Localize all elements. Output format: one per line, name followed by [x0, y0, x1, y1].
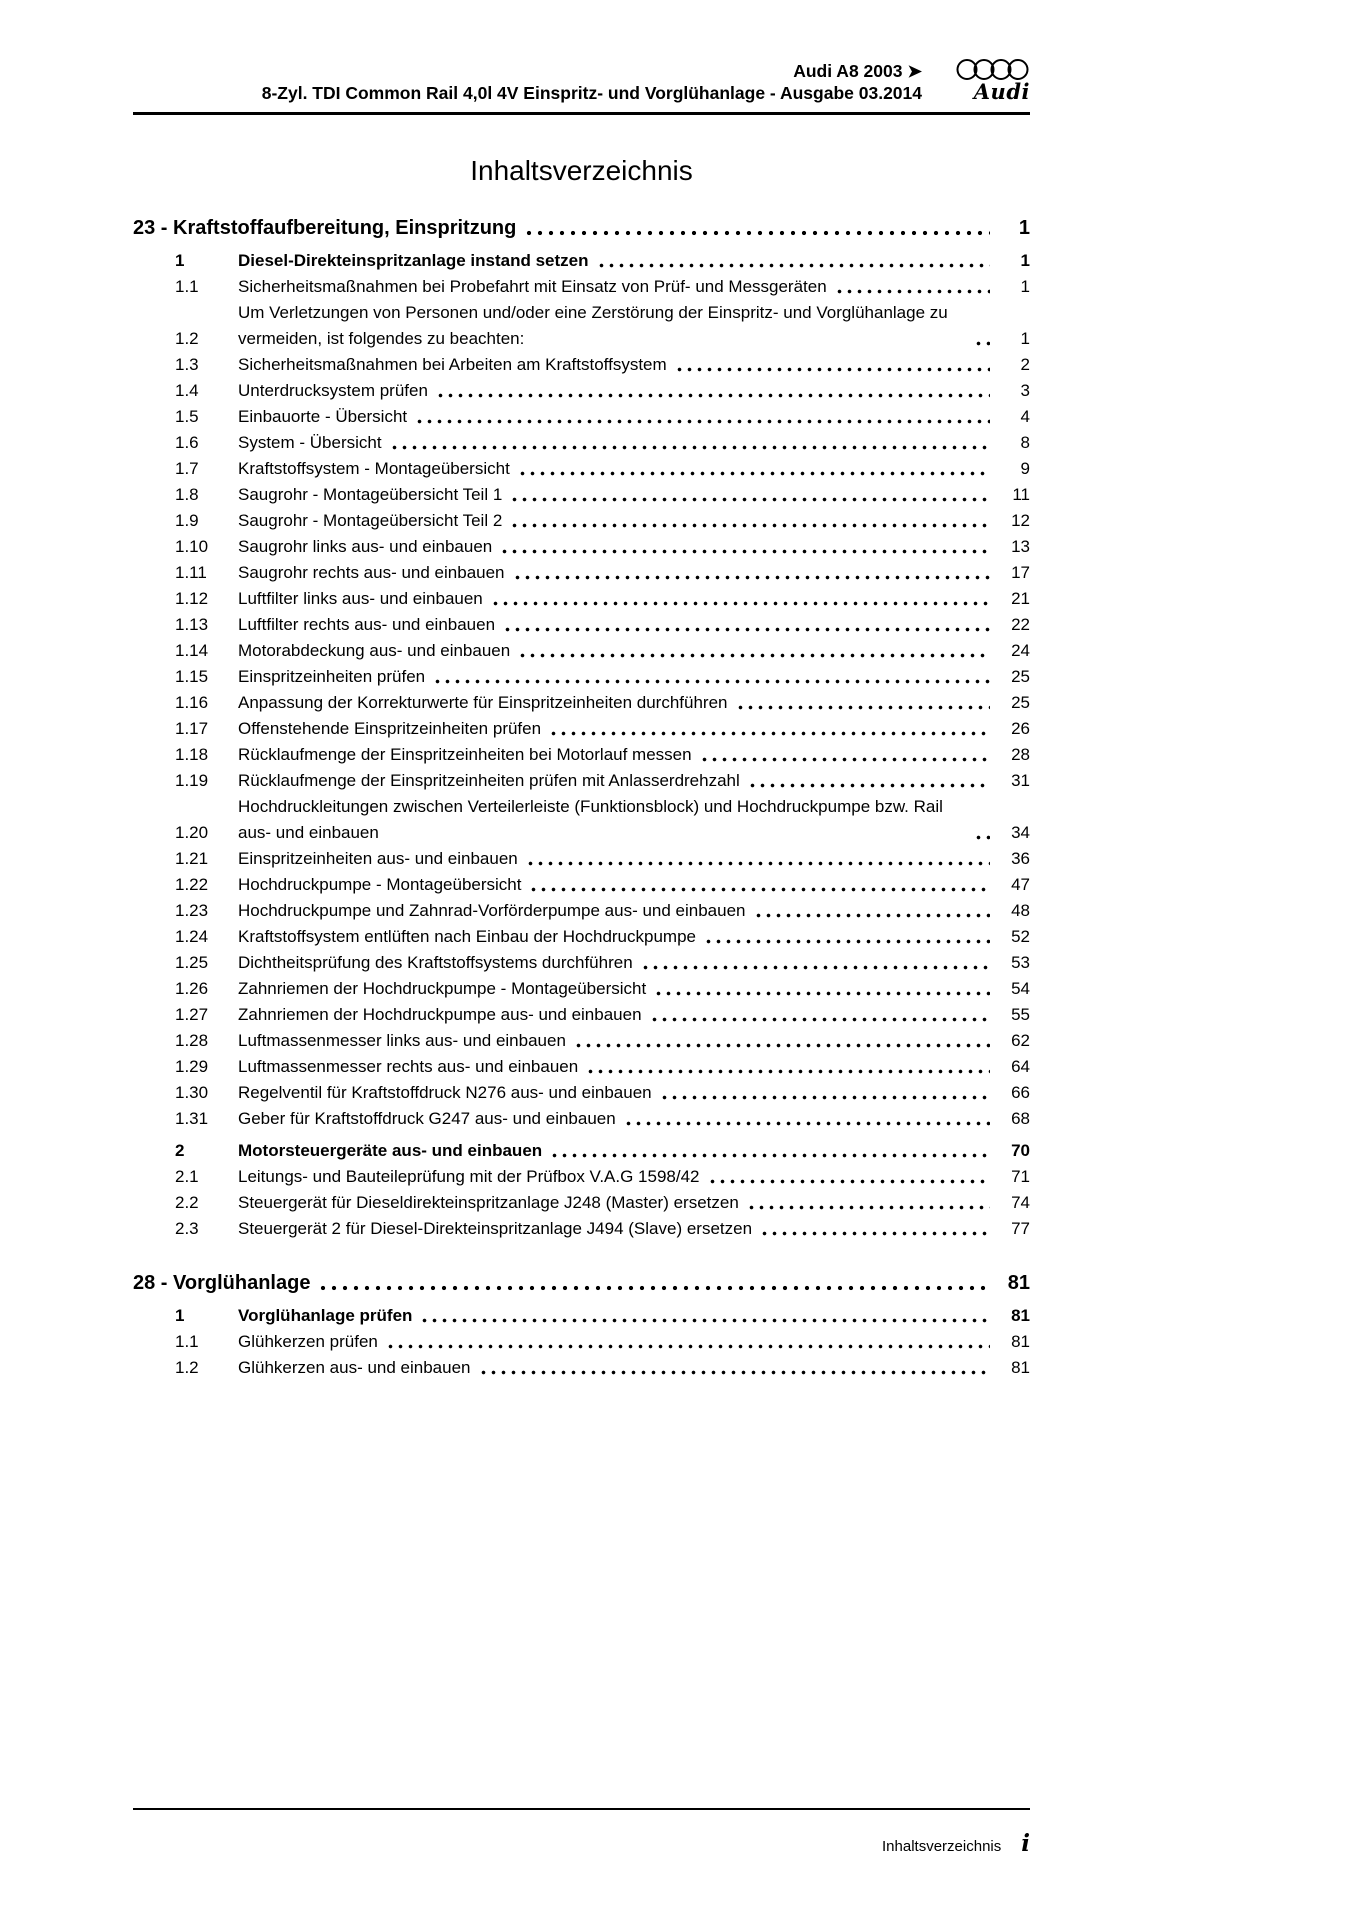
toc-entry: [133, 1216, 1030, 1242]
entry-number: 1.26: [175, 979, 209, 998]
toc-entry: [133, 1106, 1030, 1132]
header-model-line: Audi A8 2003 ➤: [793, 61, 922, 81]
toc-entry: [133, 612, 1030, 638]
section-page-number: 81: [1007, 1272, 1030, 1294]
entry-number: 1.2: [175, 1358, 199, 1377]
toc-entry: [133, 742, 1030, 768]
dot-leader: [438, 393, 990, 398]
toc-entry: [133, 248, 1030, 274]
dot-leader: [762, 1231, 990, 1236]
entry-page-number: 21: [1011, 589, 1030, 608]
dot-leader: [526, 230, 990, 236]
entry-page-number: 52: [1011, 927, 1030, 946]
toc-entry: [133, 1002, 1030, 1028]
dot-leader: [643, 965, 990, 970]
entry-title: Glühkerzen aus- und einbauen: [238, 1358, 471, 1377]
entry-page-number: 74: [1011, 1193, 1030, 1212]
entry-number: 1.12: [175, 589, 209, 608]
toc-entry: [133, 1329, 1030, 1355]
entry-title: Hochdruckleitungen zwischen Verteilerleiste (Funktionsblock) und Hochdruckpumpe bzw. Rail aus- und einbauen: [238, 797, 943, 842]
entry-page-number: 25: [1011, 693, 1030, 712]
dot-leader: [520, 653, 990, 658]
entry-page-number: 64: [1011, 1057, 1030, 1076]
entry-page-number: 24: [1011, 641, 1030, 660]
toc-entry: [133, 846, 1030, 872]
entry-page-number: 81: [1011, 1306, 1030, 1325]
entry-page-number: 81: [1011, 1358, 1030, 1377]
toc-entry: [133, 1190, 1030, 1216]
entry-title: Kraftstoffsystem entlüften nach Einbau der Hochdruckpumpe: [238, 927, 696, 946]
entry-title: Motorabdeckung aus- und einbauen: [238, 641, 511, 660]
entry-title: Unterdrucksystem prüfen: [238, 381, 428, 400]
dot-leader: [702, 757, 990, 762]
entry-title: Offenstehende Einspritzeinheiten prüfen: [238, 719, 542, 738]
entry-page-number: 68: [1011, 1109, 1030, 1128]
entry-page-number: 26: [1011, 719, 1030, 738]
entry-number: 1.5: [175, 407, 199, 426]
entry-number: 2.3: [175, 1219, 199, 1238]
entry-number: 1.24: [175, 927, 209, 946]
entry-number: 1.25: [175, 953, 209, 972]
entry-page-number: 1: [1020, 277, 1030, 296]
dot-leader: [552, 1153, 990, 1158]
dot-leader: [481, 1370, 991, 1375]
dot-leader: [626, 1121, 990, 1126]
entry-number: 1.17: [175, 719, 209, 738]
dot-leader: [531, 887, 990, 892]
toc-entry: [133, 352, 1030, 378]
entry-page-number: 36: [1011, 849, 1030, 868]
entry-title: Glühkerzen prüfen: [238, 1332, 378, 1351]
entry-title: Rücklaufmenge der Einspritzeinheiten bei Motorlauf messen: [238, 745, 692, 764]
entry-page-number: 3: [1020, 381, 1030, 400]
entry-number: 1.1: [175, 277, 199, 296]
toc-entry: [133, 482, 1030, 508]
entry-number: 1.20: [175, 823, 209, 842]
dot-leader: [422, 1318, 990, 1323]
dot-leader: [435, 679, 990, 684]
entry-page-number: 34: [1011, 823, 1030, 842]
header-text: [262, 58, 922, 104]
header-subtitle: 8-Zyl. TDI Common Rail 4,0l 4V Einspritz- und Vorglühanlage - Ausgabe 03.2014: [261, 83, 922, 103]
entry-number: 2: [175, 1141, 185, 1160]
entry-page-number: 66: [1011, 1083, 1030, 1102]
entry-page-number: 9: [1020, 459, 1030, 478]
entry-page-number: 25: [1011, 667, 1030, 686]
dot-leader: [706, 939, 990, 944]
entry-page-number: 53: [1011, 953, 1030, 972]
footer: [133, 1808, 1030, 1857]
dot-leader: [662, 1095, 990, 1100]
toc-entry: [133, 1303, 1030, 1329]
entry-title: Hochdruckpumpe - Montageübersicht: [238, 875, 522, 894]
toc-entry: [133, 716, 1030, 742]
toc: [133, 215, 1030, 1381]
entry-number: 1.1: [175, 1332, 199, 1351]
toc-entry: [133, 508, 1030, 534]
entry-page-number: 13: [1011, 537, 1030, 556]
entry-title: System - Übersicht: [238, 433, 382, 452]
entry-page-number: 62: [1011, 1031, 1030, 1050]
entry-page-number: 48: [1011, 901, 1030, 920]
entry-number: 1.27: [175, 1005, 209, 1024]
entry-title: Luftmassenmesser rechts aus- und einbauen: [238, 1057, 579, 1076]
entry-page-number: 1: [1020, 329, 1030, 348]
entry-title: Um Verletzungen von Personen und/oder eine Zerstörung der Einspritz- und Vorglühanlage zu vermeiden, ist folgendes zu beachten:: [238, 303, 948, 348]
entry-number: 1.6: [175, 433, 199, 452]
entry-page-number: 17: [1011, 563, 1030, 582]
entry-title: Leitungs- und Bauteileprüfung mit der Prüfbox V.A.G 1598/42: [238, 1167, 700, 1186]
dot-leader: [388, 1344, 990, 1349]
entry-number: 1.16: [175, 693, 209, 712]
audi-logo: [956, 58, 1030, 103]
dot-leader: [677, 367, 990, 372]
entry-number: 1.8: [175, 485, 199, 504]
entry-title: Steuergerät 2 für Diesel-Direkteinspritzanlage J494 (Slave) ersetzen: [238, 1219, 753, 1238]
dot-leader: [750, 783, 990, 788]
entry-title: Kraftstoffsystem - Montageübersicht: [238, 459, 510, 478]
toc-entry: [133, 638, 1030, 664]
entry-title: Einspritzeinheiten prüfen: [238, 667, 426, 686]
audi-rings-icon: [956, 58, 1030, 81]
entry-page-number: 77: [1011, 1219, 1030, 1238]
toc-entry: [133, 300, 1030, 352]
toc-entry: [133, 976, 1030, 1002]
entry-number: 1.13: [175, 615, 209, 634]
dot-leader: [417, 419, 990, 424]
entry-number: 1: [175, 251, 185, 270]
toc-entry: [133, 1054, 1030, 1080]
toc-section-header: [133, 215, 1030, 242]
entry-title: Saugrohr rechts aus- und einbauen: [238, 563, 505, 582]
dot-leader: [652, 1017, 990, 1022]
entry-page-number: 1: [1020, 251, 1030, 270]
entry-number: 1.18: [175, 745, 209, 764]
header: [133, 58, 1030, 115]
entry-title: Hochdruckpumpe und Zahnrad-Vorförderpumpe aus- und einbauen: [238, 901, 746, 920]
entry-number: 1.22: [175, 875, 209, 894]
entry-number: 1.9: [175, 511, 199, 530]
dot-leader: [515, 575, 990, 580]
entry-page-number: 54: [1011, 979, 1030, 998]
toc-entry: [133, 586, 1030, 612]
footer-page-number: i: [1021, 1830, 1030, 1857]
entry-page-number: 28: [1011, 745, 1030, 764]
dot-leader: [512, 523, 990, 528]
dot-leader: [588, 1069, 990, 1074]
entry-number: 1.4: [175, 381, 199, 400]
entry-title: Zahnriemen der Hochdruckpumpe - Montageübersicht: [238, 979, 647, 998]
entry-title: Motorsteuergeräte aus- und einbauen: [238, 1141, 543, 1160]
entry-number: 1.14: [175, 641, 209, 660]
entry-page-number: 70: [1011, 1141, 1030, 1160]
entry-number: 1.21: [175, 849, 209, 868]
dot-leader: [505, 627, 990, 632]
dot-leader: [512, 497, 990, 502]
toc-entry: [133, 924, 1030, 950]
toc-entry: [133, 664, 1030, 690]
toc-entry: [133, 950, 1030, 976]
dot-leader: [392, 445, 990, 450]
dot-leader: [528, 861, 990, 866]
audi-wordmark: Audi: [973, 79, 1030, 104]
entry-number: 1.19: [175, 771, 209, 790]
entry-title: Vorglühanlage prüfen: [238, 1306, 413, 1325]
dot-leader: [837, 289, 990, 294]
entry-page-number: 11: [1012, 485, 1030, 504]
entry-title: Sicherheitsmaßnahmen bei Probefahrt mit Einsatz von Prüf- und Messgeräten: [238, 277, 827, 296]
dot-leader: [710, 1179, 990, 1184]
entry-page-number: 31: [1011, 771, 1030, 790]
entry-number: 1.2: [175, 329, 199, 348]
entry-page-number: 2: [1020, 355, 1030, 374]
dot-leader: [749, 1205, 990, 1210]
entry-title: Saugrohr - Montageübersicht Teil 1: [238, 485, 503, 504]
toc-entry: [133, 378, 1030, 404]
toc-entry: [133, 794, 1030, 846]
footer-label: Inhaltsverzeichnis: [882, 1838, 1002, 1855]
entry-title: Dichtheitsprüfung des Kraftstoffsystems durchführen: [238, 953, 633, 972]
dot-leader: [976, 341, 990, 346]
entry-page-number: 12: [1011, 511, 1030, 530]
entry-title: Regelventil für Kraftstoffdruck N276 aus- und einbauen: [238, 1083, 652, 1102]
dot-leader: [493, 601, 990, 606]
entry-title: Diesel-Direkteinspritzanlage instand setzen: [238, 251, 589, 270]
entry-title: Saugrohr links aus- und einbauen: [238, 537, 493, 556]
dot-leader: [320, 1285, 990, 1291]
entry-number: 1.3: [175, 355, 199, 374]
entry-number: 2.2: [175, 1193, 199, 1212]
dot-leader: [520, 471, 990, 476]
entry-page-number: 81: [1011, 1332, 1030, 1351]
entry-number: 1.11: [175, 563, 207, 582]
entry-page-number: 4: [1020, 407, 1030, 426]
toc-entry: [133, 1355, 1030, 1381]
section-title: 23 - Kraftstoffaufbereitung, Einspritzung: [133, 217, 517, 239]
toc-entry: [133, 1028, 1030, 1054]
dot-leader: [599, 263, 991, 268]
toc-section: [133, 1270, 1030, 1381]
toc-entry: [133, 1080, 1030, 1106]
dot-leader: [738, 705, 991, 710]
dot-leader: [756, 913, 991, 918]
toc-entry: [133, 560, 1030, 586]
entry-number: 1.10: [175, 537, 209, 556]
toc-section-header: [133, 1270, 1030, 1297]
dot-leader: [656, 991, 990, 996]
entry-title: Zahnriemen der Hochdruckpumpe aus- und einbauen: [238, 1005, 642, 1024]
entry-number: 1.28: [175, 1031, 209, 1050]
entry-title: Sicherheitsmaßnahmen bei Arbeiten am Kraftstoffsystem: [238, 355, 667, 374]
entry-title: Luftfilter rechts aus- und einbauen: [238, 615, 496, 634]
entry-number: 1.31: [175, 1109, 209, 1128]
toc-entry: [133, 690, 1030, 716]
dot-leader: [502, 549, 990, 554]
dot-leader: [576, 1043, 990, 1048]
entry-page-number: 22: [1011, 615, 1030, 634]
section-page-number: 1: [1018, 217, 1030, 239]
entry-number: 1.15: [175, 667, 209, 686]
entry-number: 1.29: [175, 1057, 209, 1076]
toc-entry: [133, 768, 1030, 794]
entry-title: Geber für Kraftstoffdruck G247 aus- und einbauen: [238, 1109, 616, 1128]
toc-entry: [133, 1164, 1030, 1190]
entry-number: 1.23: [175, 901, 209, 920]
toc-entry: [133, 430, 1030, 456]
toc-entry: [133, 534, 1030, 560]
toc-entry: [133, 274, 1030, 300]
entry-page-number: 47: [1011, 875, 1030, 894]
toc-entry: [133, 404, 1030, 430]
entry-title: Luftfilter links aus- und einbauen: [238, 589, 483, 608]
toc-section: [133, 215, 1030, 1242]
entry-title: Luftmassenmesser links aus- und einbauen: [238, 1031, 566, 1050]
page-title: Inhaltsverzeichnis: [470, 155, 693, 186]
toc-entry: [133, 1138, 1030, 1164]
entry-title: Saugrohr - Montageübersicht Teil 2: [238, 511, 503, 530]
entry-number: 1.30: [175, 1083, 209, 1102]
entry-number: 2.1: [175, 1167, 199, 1186]
entry-title: Anpassung der Korrekturwerte für Einspritzeinheiten durchführen: [238, 693, 728, 712]
entry-number: 1: [175, 1306, 185, 1325]
entry-title: Einbauorte - Übersicht: [238, 407, 408, 426]
entry-page-number: 8: [1020, 433, 1030, 452]
entry-title: Einspritzeinheiten aus- und einbauen: [238, 849, 518, 868]
toc-entry: [133, 456, 1030, 482]
toc-entry: [133, 872, 1030, 898]
entry-title: Rücklaufmenge der Einspritzeinheiten prüfen mit Anlasserdrehzahl: [238, 771, 740, 790]
section-title: 28 - Vorglühanlage: [133, 1272, 311, 1294]
dot-leader: [551, 731, 990, 736]
entry-number: 1.7: [175, 459, 199, 478]
dot-leader: [976, 835, 990, 840]
entry-title: Steuergerät für Dieseldirekteinspritzanlage J248 (Master) ersetzen: [238, 1193, 739, 1212]
entry-page-number: 71: [1011, 1167, 1030, 1186]
toc-entry: [133, 898, 1030, 924]
entry-page-number: 55: [1011, 1005, 1030, 1024]
